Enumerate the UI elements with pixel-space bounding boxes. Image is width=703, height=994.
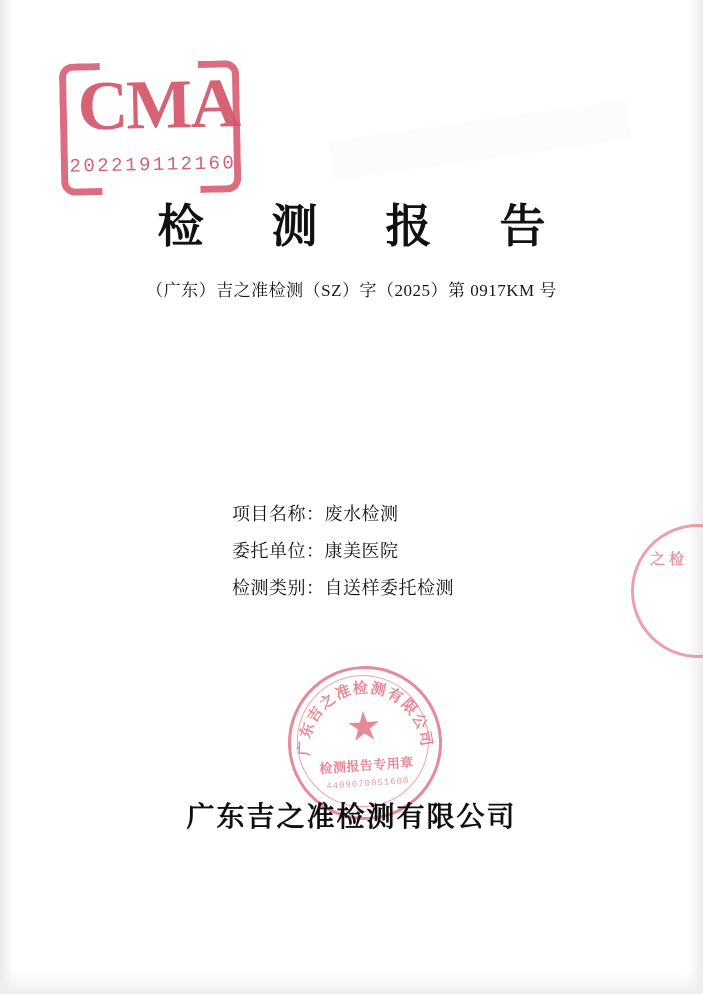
report-info-block [232, 496, 572, 607]
cma-letters: CMA [76, 65, 240, 146]
cma-certificate-number: 202219112160 [69, 152, 237, 178]
report-number: （广东）吉之准检测（SZ）字（2025）第 0917KM 号 [146, 281, 557, 300]
seal-arc-text: 广东吉之准检测有限公司 [296, 679, 435, 757]
edge-seal [631, 524, 703, 658]
scan-artifact [329, 99, 632, 180]
scan-edge-right [687, 0, 703, 994]
company-name: 广东吉之准检测有限公司 [186, 800, 517, 833]
scan-edge-bottom [0, 972, 703, 994]
seal-center-text: 检测报告专用章 [318, 754, 415, 777]
scan-edge-left [0, 0, 14, 994]
page-title: 检 测 报 告 [157, 199, 572, 253]
cma-stamp [59, 60, 241, 184]
star-icon: ★ [344, 702, 384, 751]
info-value-category: 自送样委托检测 [324, 578, 454, 598]
info-value-project: 废水检测 [324, 504, 399, 524]
info-label-client: 委托单位： [232, 541, 325, 561]
info-row [232, 570, 572, 607]
info-label-category: 检测类别： [232, 578, 325, 598]
seal-code: 4409070051600 [326, 776, 410, 792]
info-label-project: 项目名称： [232, 504, 325, 524]
info-row [232, 533, 572, 570]
edge-seal-text: 之 检 [650, 551, 685, 568]
info-value-client: 康美医院 [324, 541, 399, 561]
info-row [232, 496, 572, 533]
